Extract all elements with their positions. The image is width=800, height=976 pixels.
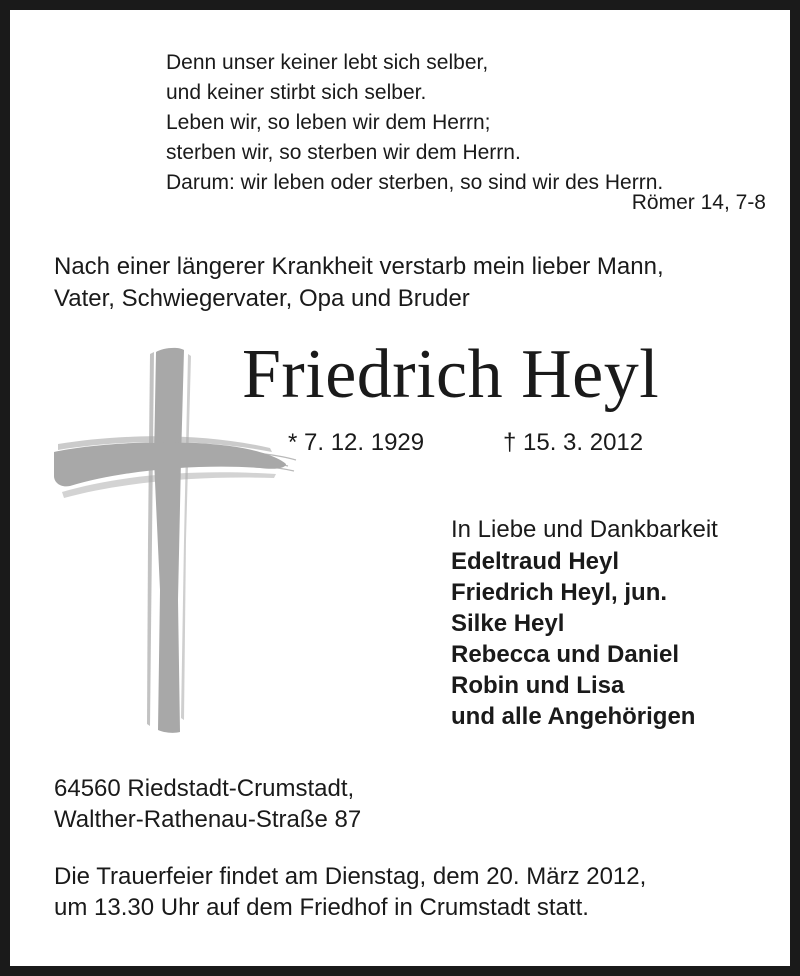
- verse-line: und keiner stirbt sich selber.: [166, 81, 427, 104]
- funeral-line: Die Trauerfeier findet am Dienstag, dem 20. März 2012,: [54, 863, 647, 890]
- mourner-name: Silke Heyl: [451, 610, 565, 637]
- intro-line: Vater, Schwiegervater, Opa und Bruder: [54, 285, 470, 312]
- funeral-notice: [54, 861, 784, 923]
- mourner-name: Robin und Lisa: [451, 672, 625, 699]
- mourner-name: Edeltraud Heyl: [451, 548, 620, 575]
- intro-line: Nach einer längerer Krankheit verstarb mein lieber Mann,: [54, 253, 664, 280]
- verse-reference: Römer 14, 7-8: [631, 191, 766, 214]
- address-line: 64560 Riedstadt-Crumstadt,: [54, 775, 355, 802]
- intro-text: [54, 251, 774, 315]
- verse-line: sterben wir, so sterben wir dem Herrn.: [166, 141, 521, 164]
- bible-verse: [166, 48, 766, 198]
- birth-date: * 7. 12. 1929: [288, 429, 425, 456]
- verse-line: Leben wir, so leben wir dem Herrn;: [166, 111, 491, 134]
- mourners-heading: In Liebe und Dankbarkeit: [451, 516, 718, 543]
- address: [54, 773, 554, 835]
- address-line: Walther-Rathenau-Straße 87: [54, 806, 362, 833]
- verse-line: Darum: wir leben oder sterben, so sind wir des Herrn.: [166, 171, 664, 194]
- mourners-block: [451, 514, 791, 732]
- mourners-list: [451, 546, 791, 732]
- verse-line: Denn unser keiner lebt sich selber,: [166, 51, 489, 74]
- mourner-name: Friedrich Heyl, jun.: [451, 579, 668, 606]
- deceased-name: Friedrich Heyl: [242, 336, 660, 413]
- mourner-name: und alle Angehörigen: [451, 703, 696, 730]
- funeral-line: um 13.30 Uhr auf dem Friedhof in Crumstadt statt.: [54, 894, 589, 921]
- death-date: † 15. 3. 2012: [503, 429, 644, 456]
- mourner-name: Rebecca und Daniel: [451, 641, 680, 668]
